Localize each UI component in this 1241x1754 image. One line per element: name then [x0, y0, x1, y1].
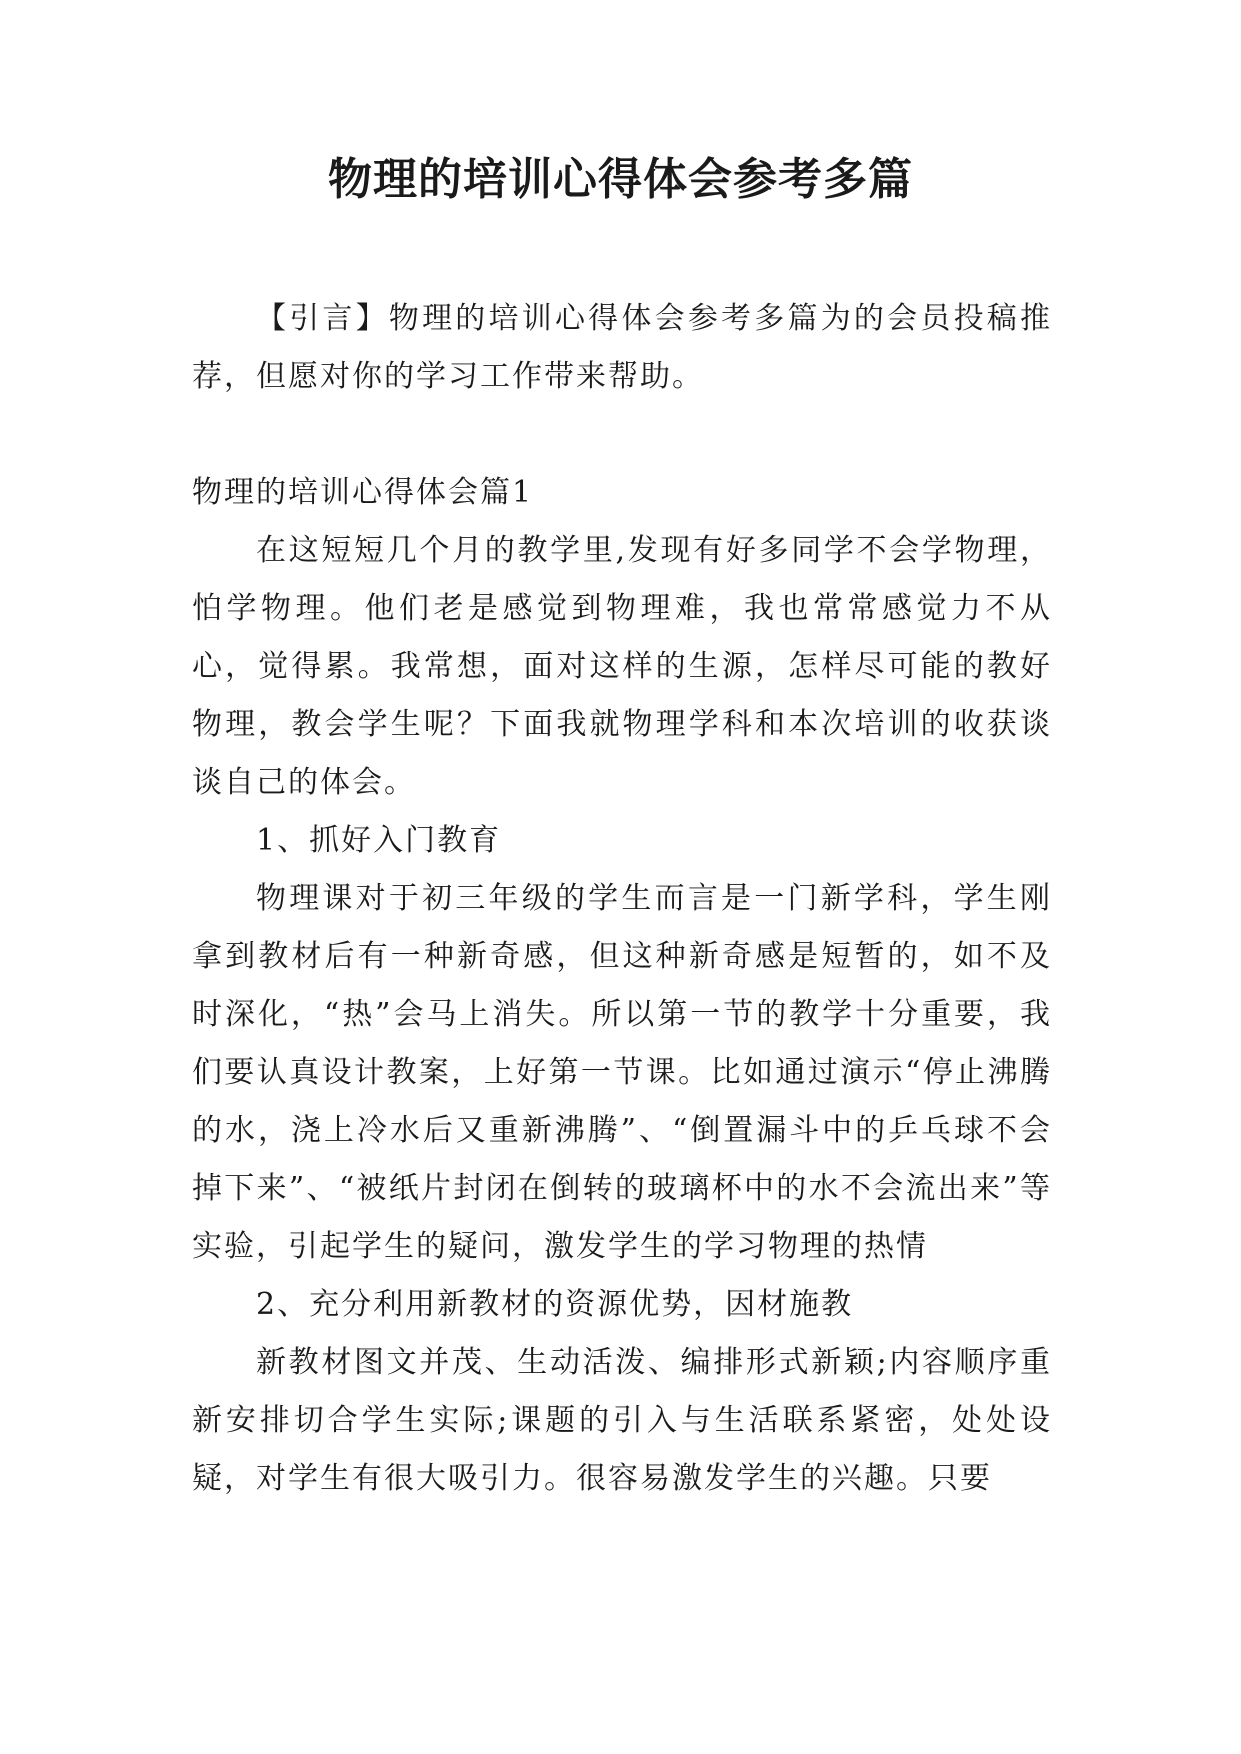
subheading-1: 1、抓好入门教育: [256, 823, 502, 858]
body-paragraph: 物理课对于初三年级的学生而言是一门新学科，学生刚拿到教材后有一种新奇感，但这种新奇感是短暂的，如不及时深化，“热”会马上消失。所以第一节的教学十分重要，我们要认真设计教案，上好第一节课。比如通过演示“停止沸腾的水，浇上冷水后又重新沸腾”、“倒置漏斗中的乒乓球不会掉下来”、“被纸片封闭在倒转的玻璃杯中的水不会流出来”等实验，引起学生的疑问，激发学生的学习物理的热情: [192, 881, 1052, 1264]
section-heading: 物理的培训心得体会篇1: [192, 475, 534, 510]
body-paragraph: 在这短短几个月的教学里,发现有好多同学不会学物理，怕学物理。他们老是感觉到物理难，我也常常感觉力不从心，觉得累。我常想，面对这样的生源，怎样尽可能的教好物理，教会学生呢？下面我就物理学科和本次培训的收获谈谈自己的体会。: [192, 533, 1052, 800]
document-title: 物理的培训心得体会参考多篇: [328, 154, 913, 205]
intro-paragraph: 【引言】物理的培训心得体会参考多篇为的会员投稿推荐，但愿对你的学习工作带来帮助。: [192, 301, 1052, 394]
subheading-2: 2、充分利用新教材的资源优势，因材施教: [256, 1287, 854, 1322]
body-paragraph: 新教材图文并茂、生动活泼、编排形式新颖;内容顺序重新安排切合学生实际;课题的引入与生活联系紧密，处处设疑，对学生有很大吸引力。很容易激发学生的兴趣。只要: [192, 1345, 1052, 1496]
document-body: [192, 290, 1052, 1508]
